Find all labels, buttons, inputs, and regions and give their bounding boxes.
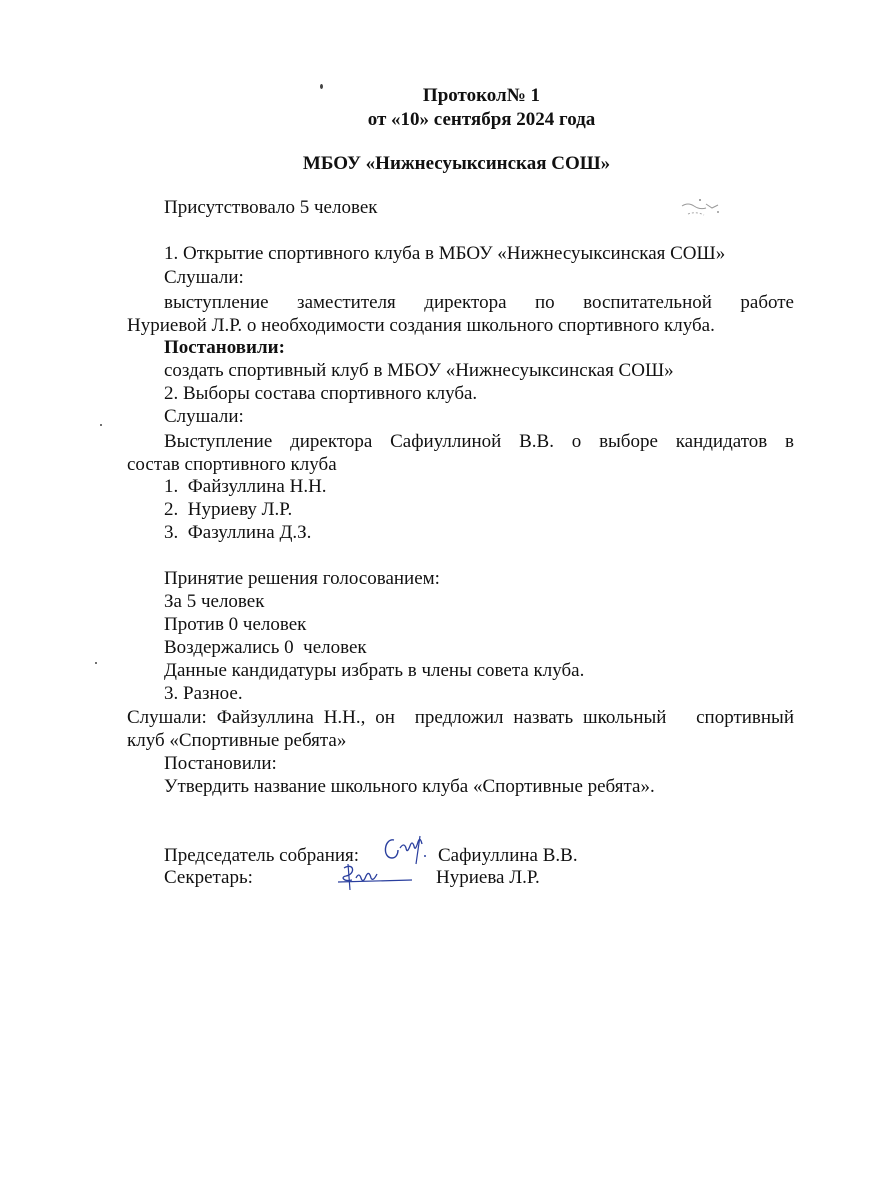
item-1-heard-line-2: Нуриевой Л.Р. о необходимости создания школьного спортивного клуба. bbox=[127, 315, 715, 336]
organization-name: МБОУ «Нижнесуыксинская СОШ» bbox=[302, 153, 611, 174]
item-3-decided-text: Утвердить название школьного клуба «Спортивные ребята». bbox=[164, 776, 655, 797]
vote-result: Данные кандидатуры избрать в члены совета клуба. bbox=[164, 660, 585, 681]
item-2-heading: 2. Выборы состава спортивного клуба. bbox=[164, 383, 478, 404]
vote-heading: Принятие решения голосованием: bbox=[164, 568, 440, 589]
candidate-list-item bbox=[164, 475, 327, 499]
candidate-list-item bbox=[164, 498, 292, 522]
item-2-heard-label: Слушали: bbox=[164, 406, 244, 427]
candidate-name: Фазуллина Д.З. bbox=[187, 522, 312, 543]
item-2-heard-line-1: Выступление директора Сафиуллиной В.В. о выборе кандидатов в bbox=[164, 431, 794, 452]
item-1-heard-line-1: выступление заместителя директора по воспитательной работе bbox=[164, 292, 794, 313]
attendance-text: Присутствовало 5 человек bbox=[164, 197, 378, 218]
item-3-heading: 3. Разное. bbox=[164, 683, 243, 704]
candidate-name: Нуриеву Л.Р. bbox=[187, 499, 293, 520]
scan-speck bbox=[100, 424, 102, 426]
vote-against: Против 0 человек bbox=[164, 614, 307, 635]
item-1-heard-label: Слушали: bbox=[164, 267, 244, 288]
item-2-heard-line-2: состав спортивного клуба bbox=[127, 454, 337, 475]
document-title: Протокол№ 1 bbox=[422, 85, 541, 106]
faint-mark-image bbox=[678, 196, 730, 226]
vote-for: За 5 человек bbox=[164, 591, 265, 612]
chair-name: Сафиуллина В.В. bbox=[438, 845, 578, 866]
item-3-heard-line-2: клуб «Спортивные ребята» bbox=[127, 730, 347, 751]
item-1-decided-text: создать спортивный клуб в МБОУ «Нижнесуыксинская СОШ» bbox=[164, 360, 674, 381]
candidate-number: 2. bbox=[164, 499, 179, 520]
candidate-list-item bbox=[164, 521, 311, 545]
item-3-decided-label: Постановили: bbox=[164, 753, 277, 774]
item-3-heard-line-1: Слушали: Файзуллина Н.Н., он предложил назвать школьный спортивный bbox=[127, 707, 794, 728]
scan-speck bbox=[95, 662, 97, 664]
vote-abstain: Воздержались 0 человек bbox=[164, 637, 367, 658]
secretary-name: Нуриева Л.Р. bbox=[436, 867, 540, 888]
secretary-signature-image bbox=[334, 860, 414, 896]
chair-label: Председатель собрания: bbox=[164, 845, 360, 866]
item-1-heading: 1. Открытие спортивного клуба в МБОУ «Нижнесуыксинская СОШ» bbox=[164, 243, 726, 264]
candidate-number: 1. bbox=[164, 476, 179, 497]
secretary-label: Секретарь: bbox=[164, 867, 253, 888]
candidate-number: 3. bbox=[164, 522, 179, 543]
candidate-name: Файзуллина Н.Н. bbox=[187, 476, 327, 497]
item-1-decided-label: Постановили: bbox=[164, 337, 285, 358]
document-date: от «10» сентября 2024 года bbox=[367, 109, 596, 130]
